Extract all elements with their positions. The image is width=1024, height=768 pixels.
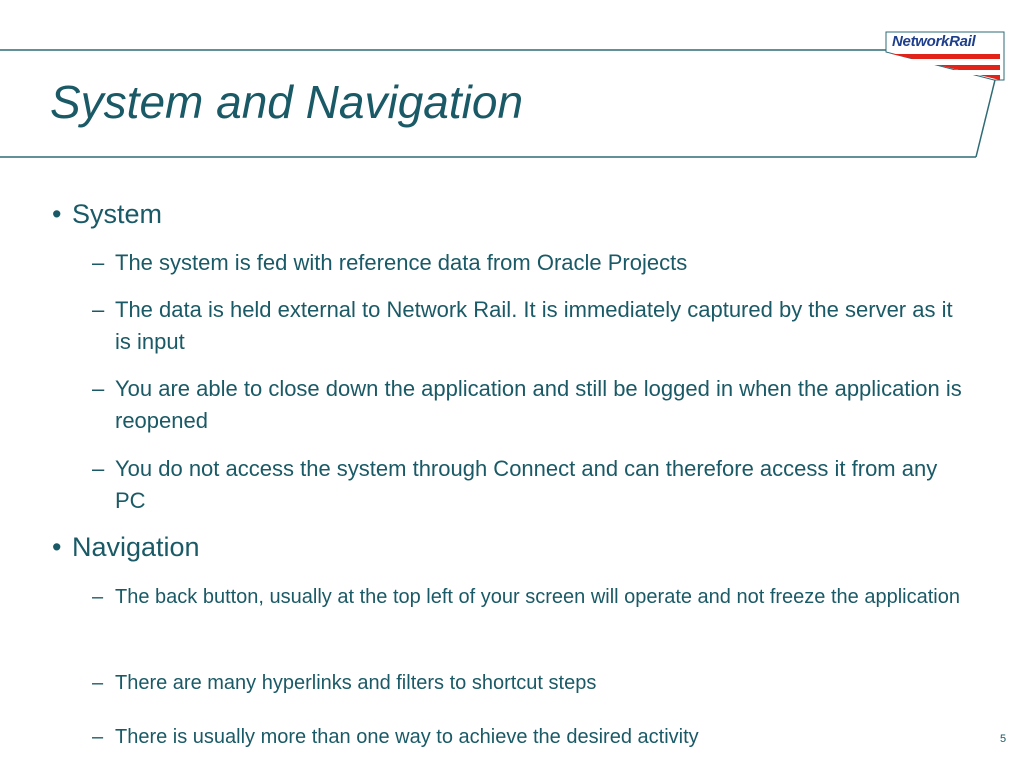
list-item-text: There is usually more than one way to achieve the desired activity bbox=[115, 726, 699, 748]
list-item bbox=[92, 247, 972, 279]
slide-title: System and Navigation bbox=[50, 76, 524, 128]
list-item-text: There are many hyperlinks and filters to shortcut steps bbox=[115, 672, 597, 694]
section-heading-navigation bbox=[52, 530, 200, 564]
dash-marker: – bbox=[92, 586, 104, 608]
list-item-text: You do not access the system through Connect and can therefore access it from any PC bbox=[115, 456, 938, 513]
dash-marker: – bbox=[92, 250, 105, 275]
list-item-text: The system is fed with reference data from Oracle Projects bbox=[115, 250, 688, 275]
dash-marker: – bbox=[92, 456, 105, 481]
list-item bbox=[92, 294, 972, 358]
dash-marker: – bbox=[92, 297, 105, 322]
list-item bbox=[92, 721, 972, 753]
list-item bbox=[92, 667, 972, 699]
bullet-dot: • bbox=[52, 532, 62, 562]
list-item bbox=[92, 581, 972, 613]
dash-marker: – bbox=[92, 672, 104, 694]
list-item bbox=[92, 453, 972, 517]
dash-marker: – bbox=[92, 376, 105, 401]
page-number: 5 bbox=[1000, 733, 1007, 745]
logo-wordmark: NetworkRail bbox=[892, 33, 976, 50]
list-item bbox=[92, 373, 972, 437]
section-heading-text: Navigation bbox=[72, 532, 200, 562]
list-item-text: The back button, usually at the top left of your screen will operate and not freeze the application bbox=[115, 586, 960, 608]
section-heading-text: System bbox=[72, 199, 163, 229]
section-heading-system bbox=[52, 197, 162, 231]
bullet-dot: • bbox=[52, 199, 62, 229]
list-item-text: The data is held external to Network Rail. It is immediately captured by the server as it is input bbox=[115, 297, 953, 354]
dash-marker: – bbox=[92, 726, 104, 748]
list-item-text: You are able to close down the application and still be logged in when the application is reopened bbox=[115, 376, 962, 433]
